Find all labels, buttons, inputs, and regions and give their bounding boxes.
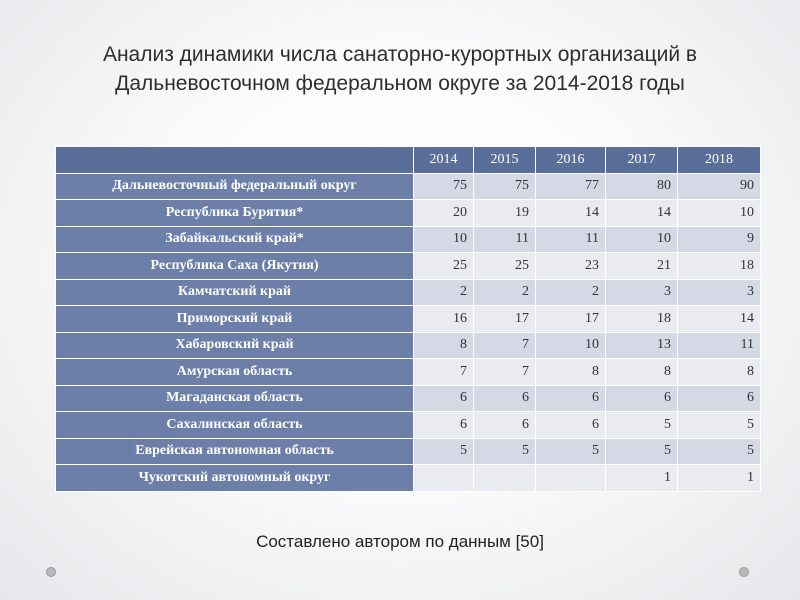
table-cell: 16 [414,306,474,333]
table-header-row [56,147,761,174]
table-cell: 8 [536,359,606,386]
table-cell: 3 [678,279,761,306]
column-header: 2015 [474,147,536,174]
table-cell: 11 [474,226,536,253]
header-corner-cell [56,147,414,174]
table-cell: 90 [678,173,761,200]
table-row [56,332,761,359]
table-cell: 5 [606,412,678,439]
table-cell: 14 [606,200,678,227]
table-cell: 5 [678,438,761,465]
table-row [56,465,761,492]
table-cell: 17 [536,306,606,333]
row-header-region: Амурская область [56,359,414,386]
table-cell: 75 [474,173,536,200]
table-cell: 80 [606,173,678,200]
column-header: 2018 [678,147,761,174]
table-cell: 18 [606,306,678,333]
table-row [56,385,761,412]
row-header-region: Дальневосточный федеральный округ [56,173,414,200]
table-cell: 5 [414,438,474,465]
table-cell: 3 [606,279,678,306]
table-cell: 7 [474,332,536,359]
table-cell: 7 [474,359,536,386]
table-cell: 10 [606,226,678,253]
table-cell: 6 [474,412,536,439]
slide-title-line-1: Анализ динамики числа санаторно-курортных организаций в [102,43,698,66]
table-cell: 25 [414,253,474,280]
table-row [56,279,761,306]
table-cell: 21 [606,253,678,280]
column-header: 2016 [536,147,606,174]
table-cell: 8 [606,359,678,386]
bullet-decoration-left [46,567,56,577]
table-cell: 77 [536,173,606,200]
table-cell: 5 [536,438,606,465]
table-header [56,147,761,174]
table-cell: 10 [414,226,474,253]
column-header: 2017 [606,147,678,174]
table-cell: 20 [414,200,474,227]
row-header-region: Магаданская область [56,385,414,412]
row-header-region: Чукотский автономный округ [56,465,414,492]
row-header-region: Сахалинская область [56,412,414,439]
table-row [56,359,761,386]
table-cell: 14 [678,306,761,333]
table-cell: 2 [536,279,606,306]
table-cell: 9 [678,226,761,253]
table-cell [474,465,536,492]
table-cell: 8 [414,332,474,359]
table-cell: 6 [414,385,474,412]
table-cell: 5 [678,412,761,439]
table-cell: 6 [474,385,536,412]
table-cell: 19 [474,200,536,227]
column-header: 2014 [414,147,474,174]
table-cell: 7 [414,359,474,386]
bullet-decoration-right [739,567,749,577]
table-cell [414,465,474,492]
table-cell: 10 [678,200,761,227]
table-cell: 6 [606,385,678,412]
table-cell: 11 [536,226,606,253]
table-cell: 14 [536,200,606,227]
table-cell: 6 [536,412,606,439]
table-cell: 75 [414,173,474,200]
table-cell: 10 [536,332,606,359]
row-header-region: Приморский край [56,306,414,333]
table-row [56,306,761,333]
row-header-region: Республика Бурятия* [56,200,414,227]
table-cell: 5 [606,438,678,465]
table-cell: 13 [606,332,678,359]
row-header-region: Забайкальский край* [56,226,414,253]
table-cell: 17 [474,306,536,333]
table-cell: 2 [414,279,474,306]
table-cell: 11 [678,332,761,359]
table-row [56,200,761,227]
data-table [55,146,761,492]
table-row [56,226,761,253]
table-cell: 18 [678,253,761,280]
source-note: Составлено автором по данным [50] [256,532,544,551]
row-header-region: Камчатский край [56,279,414,306]
table-cell: 1 [606,465,678,492]
table-cell: 8 [678,359,761,386]
table-cell: 2 [474,279,536,306]
table-cell: 23 [536,253,606,280]
row-header-region: Республика Саха (Якутия) [56,253,414,280]
table-row [56,412,761,439]
table-cell: 6 [414,412,474,439]
table-cell [536,465,606,492]
table-cell: 5 [474,438,536,465]
table-cell: 25 [474,253,536,280]
table-cell: 1 [678,465,761,492]
row-header-region: Хабаровский край [56,332,414,359]
slide-title-line-2: Дальневосточном федеральном округе за 2014-2018 годы [115,72,685,95]
table-row [56,173,761,200]
table-cell: 6 [678,385,761,412]
table-row [56,438,761,465]
table-body [56,173,761,491]
slide-title [40,40,760,98]
row-header-region: Еврейская автономная область [56,438,414,465]
table-row [56,253,761,280]
table-cell: 6 [536,385,606,412]
